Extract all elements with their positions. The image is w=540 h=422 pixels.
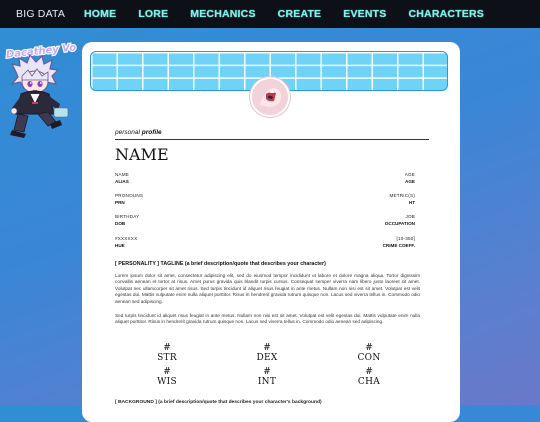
kicker-bold: profile bbox=[141, 129, 162, 136]
stat-str bbox=[137, 344, 197, 364]
stat-name: WIS bbox=[157, 377, 177, 387]
stat-wis bbox=[137, 368, 197, 388]
site-brand[interactable]: BIG DATA bbox=[16, 8, 66, 20]
field-label: JOB bbox=[405, 214, 415, 219]
stat-value: # bbox=[263, 367, 271, 377]
avatar-art bbox=[252, 79, 288, 115]
personality-paragraph-2: Sed turpis tincidunt id aliquet risus feugiat in ante metus. Nullam non nisi est sit amet. Volutpat est velit egestas dui. Mattis vulputate enim nulla aliquet porttitor. Risus in hendrerit gravida rutrum quisque non. Lacus sed viverra tellus in. Commodo odio aenean sed adipiscing. bbox=[115, 313, 420, 325]
stat-name: INT bbox=[257, 377, 277, 387]
kicker-italic: personal bbox=[115, 129, 140, 136]
field-label: AGE bbox=[404, 172, 415, 177]
stat-int bbox=[237, 368, 297, 388]
stat-value: # bbox=[365, 343, 373, 353]
field-value: DOB bbox=[115, 221, 126, 226]
field-label: PRONOUNS bbox=[115, 193, 144, 198]
field-value: PRN bbox=[115, 200, 125, 205]
field-label: #XXXXXX bbox=[115, 236, 138, 241]
stat-value: # bbox=[163, 343, 171, 353]
field-label: METRIC(S) bbox=[389, 193, 415, 198]
field-value: AGE bbox=[405, 179, 415, 184]
stat-con bbox=[339, 344, 399, 364]
stat-name: STR bbox=[157, 353, 177, 363]
character-name: NAME bbox=[115, 145, 169, 164]
kicker-divider bbox=[115, 139, 429, 140]
stat-dex bbox=[237, 344, 297, 364]
top-navigation-bar bbox=[0, 0, 540, 28]
nav-create[interactable]: CREATE bbox=[277, 8, 322, 20]
field-value: HUE bbox=[115, 243, 125, 248]
stat-value: # bbox=[163, 367, 171, 377]
field-value: OCCUPATION bbox=[384, 221, 415, 226]
nav-events[interactable]: EVENTS bbox=[343, 8, 387, 20]
profile-card bbox=[82, 42, 460, 422]
character-sticker bbox=[2, 42, 82, 142]
stat-value: # bbox=[263, 343, 271, 353]
svg-text:Dacathey Vo: Dacathey Vo bbox=[5, 42, 77, 61]
stat-name: DEX bbox=[256, 353, 278, 363]
stat-name: CHA bbox=[357, 377, 381, 387]
stat-name: CON bbox=[357, 353, 381, 363]
field-value: HT bbox=[408, 200, 415, 205]
nav-home[interactable]: HOME bbox=[84, 8, 117, 20]
field-label: NAME bbox=[115, 172, 130, 177]
field-value: CRIME COEFF. bbox=[382, 243, 415, 248]
main-nav bbox=[84, 8, 506, 20]
section-kicker bbox=[115, 129, 162, 136]
stat-cha bbox=[339, 368, 399, 388]
nav-lore[interactable]: LORE bbox=[138, 8, 169, 20]
profile-avatar bbox=[250, 77, 290, 117]
personality-paragraph-1: Lorem ipsum dolor sit amet, consectetur adipiscing elit, sed do eiusmod tempor incididunt ut labore et dolore magna aliqua. Tortor dignissim convallis aenean et tortor at risus. Amet purus gravida quis blandit turpis cursus. Consequat semper viverra nam libero justo laoreet sit amet. Volutpat nec ullamcorper sit amet risus. Sed turpis tincidunt id aliquet risus feugiat in ante metus. Nullam non nisi est sit amet. Volutpat est velit egestas dui. Mattis vulputate enim nulla aliquet porttitor. Risus in hendrerit gravida rutrum quisque non. Lacus sed viverra tellus in. Commodo odio aenean sed adipiscing. bbox=[115, 273, 420, 304]
field-label: BIRTHDAY bbox=[115, 214, 140, 219]
background-heading: [ BACKGROUND ] (a brief description/quote that describes your character's background) bbox=[115, 400, 322, 405]
field-value: ALIAS bbox=[115, 179, 129, 184]
field-label: [10-350] bbox=[396, 236, 415, 241]
personality-tagline: [ PERSONALITY ] TAGLINE (a brief description/quote that describes your character) bbox=[115, 261, 326, 267]
nav-mechanics[interactable]: MECHANICS bbox=[190, 8, 256, 20]
ability-stats bbox=[115, 342, 420, 392]
stat-value: # bbox=[365, 367, 373, 377]
nav-characters[interactable]: CHARACTERS bbox=[408, 8, 484, 20]
